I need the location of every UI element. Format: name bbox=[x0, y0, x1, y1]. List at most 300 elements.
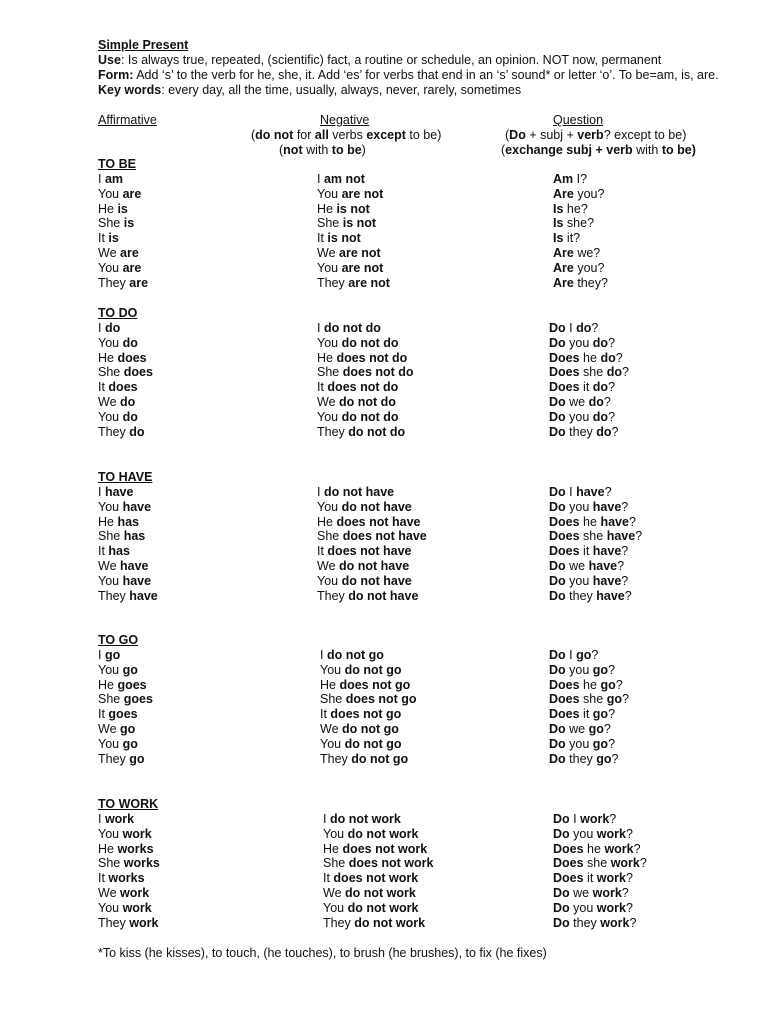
affirmative-cell bbox=[98, 276, 148, 291]
cell-segment: ? bbox=[621, 499, 629, 514]
cell-segment: works bbox=[108, 871, 145, 886]
cell-segment: She bbox=[98, 529, 124, 544]
cell-segment: We bbox=[320, 722, 342, 736]
cell-segment: Do bbox=[549, 395, 566, 409]
cell-segment: She bbox=[323, 856, 349, 871]
cell-segment: He bbox=[320, 677, 340, 692]
cell-segment: he bbox=[579, 350, 601, 365]
affirmative-cell bbox=[98, 500, 151, 515]
cell-segment: I bbox=[565, 321, 577, 335]
affirmative-cell bbox=[98, 737, 138, 752]
cell-segment: you? bbox=[573, 186, 605, 201]
cell-segment: It bbox=[317, 544, 328, 559]
cell-segment: he bbox=[579, 677, 601, 692]
cell-segment: does not go bbox=[339, 677, 411, 692]
cell-segment: Do bbox=[553, 915, 570, 930]
cell-segment: I bbox=[317, 172, 324, 186]
cell-segment: He bbox=[98, 677, 118, 692]
affirmative-cell bbox=[98, 574, 151, 589]
cell-segment: They bbox=[98, 275, 130, 290]
note-segment: verbs bbox=[328, 128, 367, 142]
cell-segment: ? bbox=[621, 365, 629, 380]
cell-segment: She bbox=[317, 529, 343, 544]
cell-segment: go bbox=[592, 662, 609, 677]
cell-segment: they bbox=[565, 751, 597, 766]
cell-segment: are not bbox=[348, 275, 390, 290]
cell-segment: do bbox=[592, 380, 609, 395]
cell-segment: have bbox=[576, 485, 605, 499]
cell-segment: Is bbox=[553, 231, 564, 246]
cell-segment: Do bbox=[549, 485, 566, 499]
negative-cell bbox=[317, 515, 421, 530]
cell-segment: he bbox=[579, 514, 601, 529]
cell-segment: go bbox=[588, 722, 604, 736]
cell-segment: We bbox=[317, 246, 339, 260]
cell-segment: does not work bbox=[333, 871, 419, 886]
note-segment: to be) bbox=[405, 128, 442, 142]
negative-cell bbox=[317, 589, 418, 604]
question-cell bbox=[549, 648, 598, 663]
cell-segment: ? bbox=[628, 514, 636, 529]
question-note-2 bbox=[501, 143, 696, 158]
cell-segment: You bbox=[320, 736, 345, 751]
cell-segment: do not work bbox=[345, 886, 416, 900]
cell-segment: go bbox=[120, 722, 136, 736]
cell-segment: It bbox=[323, 871, 334, 886]
cell-segment: are bbox=[129, 275, 149, 290]
cell-segment: do bbox=[592, 335, 609, 350]
cell-segment: ? bbox=[633, 841, 641, 856]
cell-segment: do not have bbox=[341, 499, 412, 514]
affirmative-cell bbox=[98, 663, 138, 678]
question-cell bbox=[553, 856, 647, 871]
cell-segment: does bbox=[123, 365, 153, 380]
cell-segment: We bbox=[98, 559, 120, 573]
negative-cell bbox=[317, 574, 412, 589]
cell-segment: they? bbox=[573, 275, 608, 290]
cell-segment: You bbox=[98, 409, 123, 424]
footnote: *To kiss (he kisses), to touch, (he touches), to brush (he brushes), to fix (he fixes) bbox=[98, 946, 547, 960]
cell-segment: We bbox=[98, 246, 120, 260]
cell-segment: we bbox=[569, 886, 593, 900]
affirmative-cell bbox=[98, 529, 145, 544]
cell-segment: ? bbox=[591, 321, 599, 335]
cell-segment: they bbox=[565, 424, 597, 439]
cell-segment: work bbox=[122, 900, 152, 915]
affirmative-cell bbox=[98, 351, 147, 366]
cell-segment: They bbox=[98, 588, 130, 603]
cell-segment: Do bbox=[553, 826, 570, 841]
cell-segment: are bbox=[122, 260, 142, 275]
cell-segment: go bbox=[104, 648, 121, 662]
cell-segment: Do bbox=[549, 499, 566, 514]
cell-segment: it bbox=[583, 871, 597, 886]
question-heading: Question bbox=[553, 113, 604, 127]
use-label: Use bbox=[98, 53, 121, 67]
note-segment: ( bbox=[505, 128, 510, 142]
cell-segment: Does bbox=[549, 529, 580, 544]
cell-segment: ? bbox=[611, 424, 619, 439]
affirmative-cell bbox=[98, 485, 133, 500]
note-segment: Do bbox=[509, 128, 526, 142]
cell-segment: do bbox=[120, 395, 136, 409]
cell-segment: You bbox=[98, 662, 123, 677]
negative-note-1 bbox=[251, 128, 441, 143]
question-cell bbox=[549, 722, 611, 737]
cell-segment: go bbox=[600, 677, 616, 692]
keywords-line bbox=[98, 83, 521, 98]
form-line bbox=[98, 68, 719, 83]
cell-segment: you bbox=[569, 900, 597, 915]
cell-segment: You bbox=[323, 900, 348, 915]
negative-cell bbox=[317, 231, 361, 246]
cell-segment: do not go bbox=[344, 662, 402, 677]
cell-segment: do not have bbox=[339, 559, 410, 573]
cell-segment: am not bbox=[323, 172, 365, 186]
negative-cell bbox=[317, 261, 383, 276]
cell-segment: does not work bbox=[342, 841, 428, 856]
cell-segment: ? bbox=[625, 871, 633, 886]
cell-segment: go bbox=[606, 692, 622, 707]
affirmative-cell bbox=[98, 336, 138, 351]
cell-segment: do bbox=[122, 335, 138, 350]
cell-segment: ? bbox=[608, 736, 616, 751]
cell-segment: You bbox=[317, 335, 342, 350]
page-title: Simple Present bbox=[98, 38, 189, 52]
question-cell bbox=[553, 916, 636, 931]
cell-segment: ? bbox=[621, 692, 629, 707]
use-line bbox=[98, 53, 661, 68]
cell-segment: have bbox=[104, 485, 134, 499]
affirmative-cell bbox=[98, 425, 145, 440]
note-segment: with bbox=[302, 143, 332, 157]
negative-cell bbox=[317, 529, 427, 544]
cell-segment: Do bbox=[549, 751, 566, 766]
section-heading: TO WORK bbox=[98, 797, 159, 811]
cell-segment: work bbox=[596, 900, 626, 915]
cell-segment: is bbox=[117, 201, 128, 216]
question-cell bbox=[549, 351, 623, 366]
cell-segment: is bbox=[108, 231, 119, 246]
negative-cell bbox=[323, 827, 418, 842]
question-cell bbox=[549, 321, 598, 336]
question-cell bbox=[553, 812, 616, 827]
cell-segment: go bbox=[576, 648, 592, 662]
question-cell bbox=[549, 678, 623, 693]
section-heading: TO HAVE bbox=[98, 470, 153, 484]
negative-cell bbox=[317, 321, 381, 336]
cell-segment: You bbox=[317, 499, 342, 514]
affirmative-cell bbox=[98, 231, 119, 246]
cell-segment: do not work bbox=[354, 915, 426, 930]
cell-segment: ? bbox=[615, 350, 623, 365]
note-segment: ( bbox=[251, 128, 256, 142]
cell-segment: Do bbox=[553, 886, 570, 900]
question-cell bbox=[549, 485, 612, 500]
cell-segment: Are bbox=[553, 246, 574, 260]
cell-segment: it bbox=[579, 380, 593, 395]
cell-segment: does not do bbox=[336, 350, 408, 365]
keywords-label: Key words bbox=[98, 83, 162, 97]
affirmative-cell bbox=[98, 812, 134, 827]
cell-segment: goes bbox=[117, 677, 147, 692]
question-cell bbox=[553, 871, 633, 886]
negative-cell bbox=[320, 678, 410, 693]
negative-cell bbox=[317, 380, 398, 395]
cell-segment: work bbox=[604, 841, 634, 856]
cell-segment: work bbox=[104, 812, 135, 826]
cell-segment: ? bbox=[604, 485, 612, 499]
question-cell bbox=[553, 842, 641, 857]
cell-segment: They bbox=[323, 915, 355, 930]
negative-cell bbox=[317, 410, 399, 425]
cell-segment: You bbox=[98, 736, 123, 751]
affirmative-cell bbox=[98, 380, 138, 395]
negative-cell bbox=[317, 425, 405, 440]
cell-segment: I bbox=[317, 321, 324, 335]
cell-segment: do not have bbox=[341, 573, 412, 588]
cell-segment: You bbox=[98, 335, 123, 350]
cell-segment: Does bbox=[553, 841, 584, 856]
cell-segment: are not bbox=[339, 246, 381, 260]
negative-cell bbox=[320, 722, 399, 737]
negative-cell bbox=[317, 202, 370, 217]
affirmative-cell bbox=[98, 827, 152, 842]
cell-segment: ? bbox=[591, 648, 599, 662]
affirmative-cell bbox=[98, 842, 154, 857]
affirmative-cell bbox=[98, 722, 135, 737]
cell-segment: You bbox=[317, 409, 342, 424]
section-heading: TO DO bbox=[98, 306, 138, 320]
cell-segment: do bbox=[104, 321, 121, 335]
note-segment: except bbox=[366, 128, 406, 142]
cell-segment: It bbox=[98, 707, 109, 722]
cell-segment: do not work bbox=[347, 900, 419, 915]
cell-segment: have bbox=[129, 588, 158, 603]
note-segment: ( bbox=[279, 143, 284, 157]
negative-cell bbox=[323, 886, 416, 901]
cell-segment: has bbox=[117, 514, 139, 529]
cell-segment: Do bbox=[553, 900, 570, 915]
cell-segment: they bbox=[569, 915, 601, 930]
cell-segment: do not do bbox=[341, 335, 399, 350]
cell-segment: She bbox=[320, 692, 346, 707]
note-segment: with bbox=[632, 143, 662, 157]
question-note-1 bbox=[505, 128, 686, 143]
cell-segment: Does bbox=[549, 350, 580, 365]
cell-segment: ? bbox=[608, 707, 616, 722]
cell-segment: Is bbox=[553, 201, 564, 216]
cell-segment: She bbox=[98, 856, 124, 871]
cell-segment: have bbox=[122, 573, 152, 588]
cell-segment: do not have bbox=[348, 588, 419, 603]
negative-cell bbox=[317, 216, 376, 231]
cell-segment: do not work bbox=[347, 826, 419, 841]
cell-segment: work bbox=[129, 915, 159, 930]
cell-segment: do not work bbox=[329, 812, 401, 826]
question-cell bbox=[549, 529, 642, 544]
cell-segment: I bbox=[98, 172, 105, 186]
question-cell bbox=[549, 752, 618, 767]
cell-segment: You bbox=[98, 573, 123, 588]
cell-segment: do bbox=[129, 424, 145, 439]
cell-segment: it bbox=[579, 544, 593, 559]
question-cell bbox=[549, 589, 632, 604]
cell-segment: We bbox=[317, 559, 339, 573]
negative-cell bbox=[323, 901, 418, 916]
question-cell bbox=[549, 395, 611, 410]
cell-segment: do not go bbox=[342, 722, 399, 736]
cell-segment: have bbox=[588, 559, 618, 573]
affirmative-cell bbox=[98, 410, 138, 425]
cell-segment: He bbox=[323, 841, 343, 856]
cell-segment: work bbox=[592, 886, 622, 900]
negative-cell bbox=[320, 737, 402, 752]
cell-segment: are not bbox=[341, 186, 384, 201]
negative-cell bbox=[317, 246, 381, 261]
cell-segment: Does bbox=[549, 365, 580, 380]
affirmative-cell bbox=[98, 246, 139, 261]
cell-segment: do not do bbox=[341, 409, 399, 424]
cell-segment: You bbox=[317, 260, 342, 275]
question-cell bbox=[549, 737, 615, 752]
affirmative-cell bbox=[98, 172, 123, 187]
cell-segment: you bbox=[565, 335, 593, 350]
cell-segment: You bbox=[98, 186, 123, 201]
use-text: : Is always true, repeated, (scientific) fact, a routine or schedule, an opinion. NOT now, permanent bbox=[120, 53, 662, 67]
note-segment: exchange subj + verb bbox=[505, 143, 633, 157]
cell-segment: work bbox=[120, 886, 150, 900]
cell-segment: You bbox=[323, 826, 348, 841]
question-cell bbox=[549, 707, 615, 722]
cell-segment: she bbox=[579, 365, 607, 380]
negative-cell bbox=[317, 172, 365, 187]
cell-segment: do not do bbox=[348, 424, 406, 439]
affirmative-cell bbox=[98, 187, 141, 202]
cell-segment: does not go bbox=[330, 707, 402, 722]
negative-cell bbox=[323, 842, 427, 857]
cell-segment: you bbox=[565, 499, 593, 514]
cell-segment: does bbox=[108, 380, 138, 395]
cell-segment: does not work bbox=[348, 856, 434, 871]
cell-segment: are bbox=[122, 186, 142, 201]
affirmative-cell bbox=[98, 589, 158, 604]
cell-segment: I bbox=[98, 485, 105, 499]
cell-segment: we bbox=[565, 395, 589, 409]
cell-segment: ? bbox=[608, 662, 616, 677]
cell-segment: Are bbox=[553, 260, 574, 275]
affirmative-cell bbox=[98, 321, 120, 336]
affirmative-cell bbox=[98, 886, 149, 901]
cell-segment: does not do bbox=[327, 380, 399, 395]
affirmative-cell bbox=[98, 559, 149, 574]
negative-cell bbox=[323, 812, 401, 827]
cell-segment: ? bbox=[608, 335, 616, 350]
cell-segment: Do bbox=[549, 648, 566, 662]
question-cell bbox=[549, 410, 615, 425]
cell-segment: you bbox=[565, 662, 593, 677]
question-cell bbox=[549, 336, 615, 351]
cell-segment: We bbox=[98, 395, 120, 409]
cell-segment: do bbox=[596, 424, 612, 439]
cell-segment: Do bbox=[549, 573, 566, 588]
cell-segment: do not do bbox=[339, 395, 396, 409]
cell-segment: go bbox=[122, 736, 138, 751]
cell-segment: Do bbox=[549, 736, 566, 751]
cell-segment: They bbox=[98, 751, 130, 766]
cell-segment: go bbox=[592, 707, 609, 722]
cell-segment: go bbox=[129, 751, 145, 766]
negative-heading: Negative bbox=[320, 113, 370, 127]
cell-segment: goes bbox=[123, 692, 153, 707]
negative-cell bbox=[317, 544, 411, 559]
cell-segment: do not have bbox=[323, 485, 395, 499]
cell-segment: is not bbox=[336, 201, 370, 216]
note-segment: for bbox=[293, 128, 315, 142]
cell-segment: do not go bbox=[326, 648, 384, 662]
cell-segment: ? bbox=[608, 409, 616, 424]
cell-segment: They bbox=[320, 751, 352, 766]
cell-segment: does bbox=[117, 350, 147, 365]
affirmative-cell bbox=[98, 678, 147, 693]
section-heading: TO BE bbox=[98, 157, 136, 171]
cell-segment: we? bbox=[573, 246, 601, 260]
cell-segment: I? bbox=[573, 172, 588, 186]
negative-cell bbox=[317, 351, 407, 366]
question-cell bbox=[553, 187, 604, 202]
cell-segment: ? bbox=[635, 529, 643, 544]
affirmative-cell bbox=[98, 871, 145, 886]
question-cell bbox=[549, 365, 629, 380]
cell-segment: She bbox=[98, 692, 124, 707]
cell-segment: go bbox=[596, 751, 612, 766]
cell-segment: I bbox=[323, 812, 330, 826]
cell-segment: does not do bbox=[342, 365, 414, 380]
cell-segment: Is bbox=[553, 216, 564, 231]
negative-cell bbox=[323, 856, 433, 871]
cell-segment: They bbox=[317, 424, 349, 439]
cell-segment: He bbox=[317, 514, 337, 529]
cell-segment: he? bbox=[563, 201, 588, 216]
cell-segment: work bbox=[596, 826, 626, 841]
cell-segment: have bbox=[606, 529, 636, 544]
affirmative-cell bbox=[98, 544, 130, 559]
section-heading: TO GO bbox=[98, 633, 139, 647]
cell-segment: He bbox=[317, 350, 337, 365]
cell-segment: You bbox=[317, 573, 342, 588]
affirmative-heading: Affirmative bbox=[98, 113, 157, 127]
cell-segment: It bbox=[317, 231, 328, 246]
cell-segment: have bbox=[122, 499, 152, 514]
cell-segment: work bbox=[596, 871, 626, 886]
cell-segment: I bbox=[98, 648, 105, 662]
cell-segment: Do bbox=[549, 424, 566, 439]
cell-segment: Are bbox=[553, 186, 574, 201]
cell-segment: ? bbox=[615, 677, 623, 692]
negative-cell bbox=[317, 500, 412, 515]
cell-segment: ? bbox=[608, 380, 616, 395]
cell-segment: They bbox=[98, 915, 130, 930]
cell-segment: ? bbox=[621, 886, 629, 900]
note-segment: + subj + bbox=[525, 128, 578, 142]
cell-segment: ? bbox=[625, 826, 633, 841]
question-cell bbox=[553, 231, 580, 246]
cell-segment: Does bbox=[553, 871, 584, 886]
cell-segment: It bbox=[320, 707, 331, 722]
note-segment: to be bbox=[331, 143, 362, 157]
affirmative-cell bbox=[98, 752, 145, 767]
negative-cell bbox=[317, 276, 390, 291]
